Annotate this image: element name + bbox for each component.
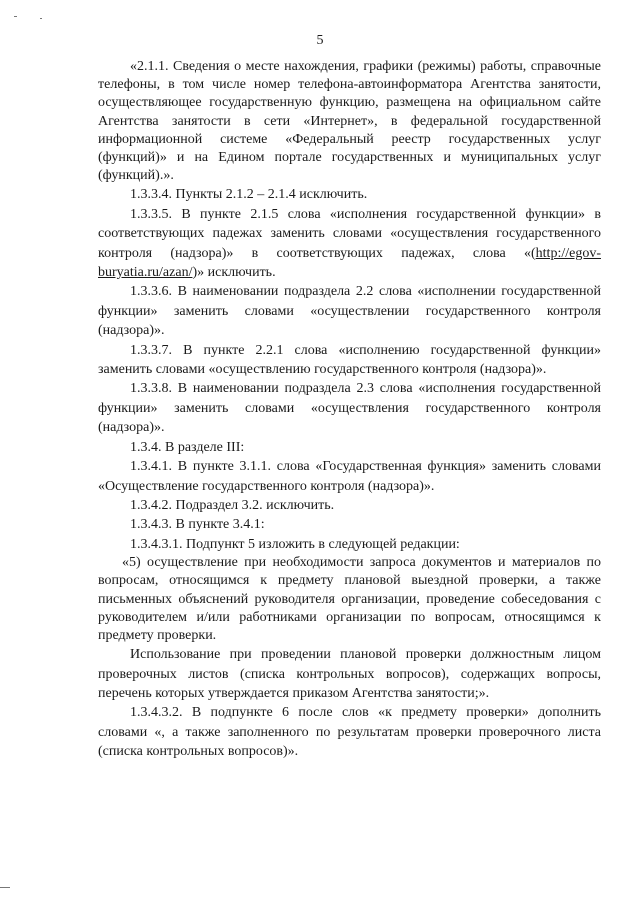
scan-mark-bottom-left <box>0 887 10 888</box>
paragraph-1-3-3-5-text: 1.3.3.5. В пункте 2.1.5 слова «исполнения государственной функции» в соответствующих падежах заменить словами «осуществления государственного контроля (надзора)» в соответствующих падежах, слова «( <box>98 206 601 261</box>
paragraph-quote-subpoint-5: «5) осуществление при необходимости запроса документов и материалов по вопросам, относящимся к предмету плановой выездной проверки, а также письменных объяснений руководителя организации, проведение собеседования с руководителем и/или работниками организации по вопросам, относящимся к предмету проверки. <box>98 555 601 643</box>
website-link[interactable]: http://egov-buryatia.ru/azan/ <box>98 245 601 281</box>
paragraph-1-3-4-2: 1.3.4.2. Подраздел 3.2. исключить. <box>130 497 335 513</box>
paragraph-1-3-4: 1.3.4. В разделе III: <box>130 439 245 455</box>
paragraph-1-3-4-3: 1.3.4.3. В пункте 3.4.1: <box>130 517 265 533</box>
scan-mark-top-left <box>14 16 17 17</box>
paragraph-2-1-1: «2.1.1. Сведения о месте нахождения, графики (режимы) работы, справочные телефоны, в том числе номер телефона-автоинформатора Агентства занятости, осуществляющее государственную функцию, размещена на официальном сайте Агентства занятости в сети «Интернет», в федеральной государственной информационной системе «Федеральный реестр государственных услуг (функций)» и на Едином портале государственных и муниципальных услуг (функций).». <box>98 59 601 184</box>
paragraph-1-3-3-5 <box>98 205 601 283</box>
paragraph-1-3-4-1: 1.3.4.1. В пункте 3.1.1. слова «Государственная функция» заменить словами «Осуществление государственного контроля (надзора)». <box>98 459 601 494</box>
paragraph-1-3-3-7: 1.3.3.7. В пункте 2.2.1 слова «исполнению государственной функции» заменить словами «осуществлению государственного контроля (надзора)». <box>98 342 601 378</box>
paragraph-1-3-3-8: 1.3.3.8. В наименовании подраздела 2.3 слова «исполнения государственной функции» заменить словами «осуществления государственного контроля (надзора)». <box>98 381 601 436</box>
page-number: 5 <box>316 33 324 48</box>
paragraph-1-3-3-6: 1.3.3.6. В наименовании подраздела 2.2 слова «исполнении государственной функции» заменить словами «осуществлении государственного контроля (надзора)». <box>98 284 601 339</box>
paragraph-1-3-3-4: 1.3.3.4. Пункты 2.1.2 – 2.1.4 исключить. <box>130 187 368 203</box>
paragraph-checklists: Использование при проведении плановой проверки должностным лицом проверочных листов (списка контрольных вопросов), содержащих вопросы, перечень которых утверждается приказом Агентства занятости;». <box>98 647 601 701</box>
paragraph-1-3-4-3-2: 1.3.4.3.2. В подпункте 6 после слов «к предмету проверки» дополнить словами «, а также заполненного по результатам проверки проверочного листа (списка контрольных вопросов)». <box>98 705 601 760</box>
paragraph-1-3-3-5-tail: )» исключить. <box>192 265 276 281</box>
paragraph-1-3-4-3-1: 1.3.4.3.1. Подпункт 5 изложить в следующей редакции: <box>130 536 460 552</box>
document-body <box>98 58 601 762</box>
scan-mark-top-left-2 <box>40 18 42 19</box>
